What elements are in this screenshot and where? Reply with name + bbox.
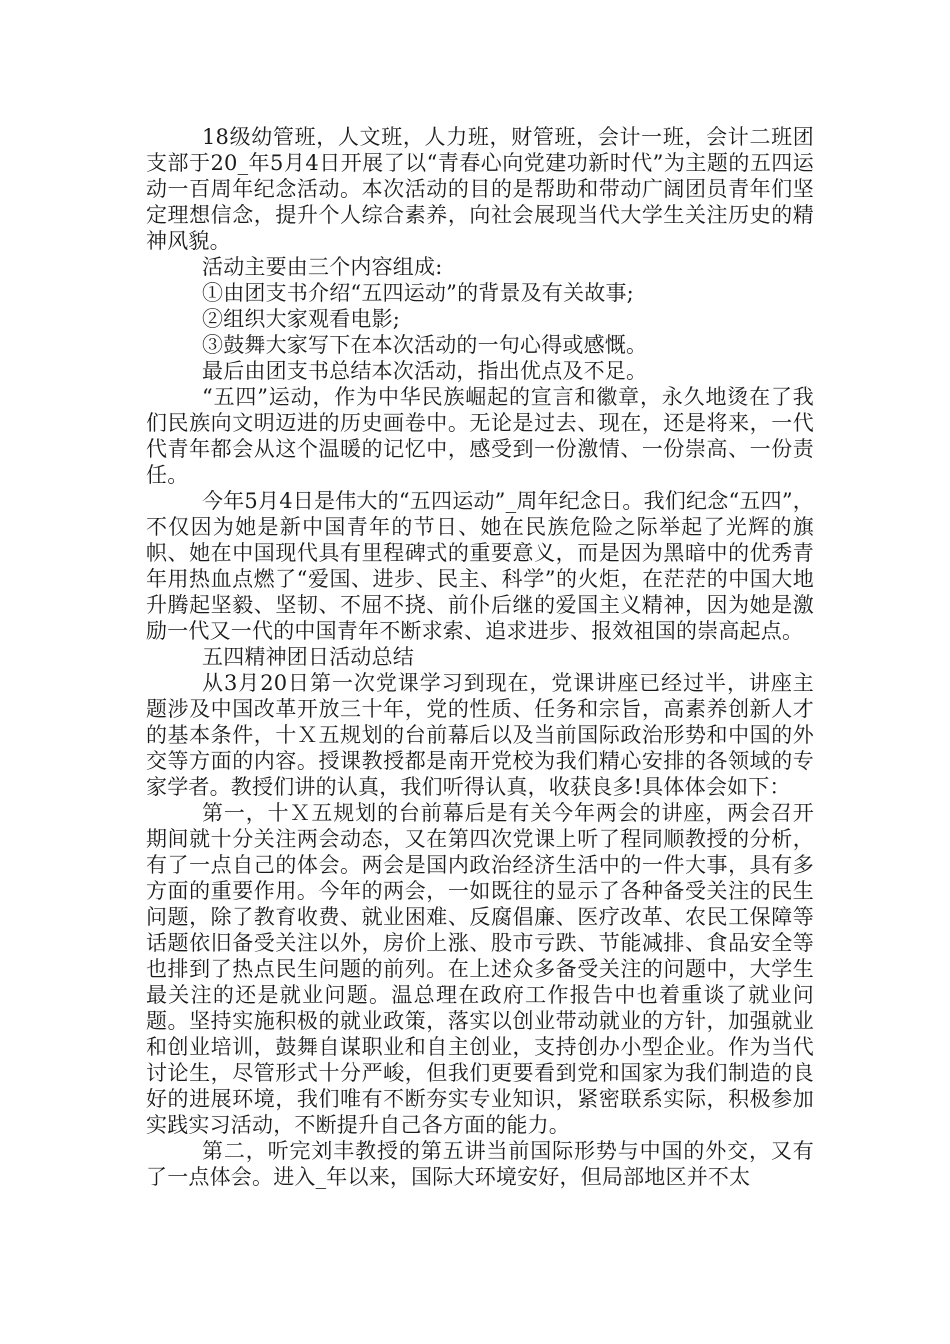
paragraph-may-fourth-meaning: “五四”运动，作为中华民族崛起的宣言和徽章，永久地烫在了我们民族向文明迈进的历史画卷中。无论是过去、现在，还是将来，一代代青年都会从这个温暖的记忆中，感受到一份激情、一份崇高、一份责任。 xyxy=(146,385,814,487)
paragraph-section-title: 五四精神团日活动总结 xyxy=(202,645,414,669)
paragraph-second-point: 第二，听完刘丰教授的第五讲当前国际形势与中国的外交，又有了一点体会。进入_年以来，国际大环境安好，但局部地区并不太 xyxy=(146,1139,814,1189)
document-body xyxy=(146,124,814,1190)
paragraph-item-1: ①由团支书介绍“五四运动”的背景及有关故事; xyxy=(202,281,634,305)
paragraph-item-3: ③鼓舞大家写下在本次活动的一句心得或感慨。 xyxy=(202,333,648,357)
paragraph-first-point: 第一，十Ｘ五规划的台前幕后是有关今年两会的讲座，两会召开期间就十分关注两会动态，又在第四次党课上听了程同顺教授的分析，有了一点自己的体会。两会是国内政治经济生活中的一件大事，具有多方面的重要作用。今年的两会，一如既往的显示了各种备受关注的民生问题，除了教育收费、就业困难、反腐倡廉、医疗改革、农民工保障等话题依旧备受关注以外，房价上涨、股市亏跌、节能减排、食品安全等也排到了热点民生问题的前列。在上述众多备受关注的问题中，大学生最关注的还是就业问题。温总理在政府工作报告中也着重谈了就业问题。坚持实施积极的就业政策，落实以创业带动就业的方针，加强就业和创业培训，鼓舞自谋职业和自主创业，支持创办小型企业。作为当代讨论生，尽管形式十分严峻，但我们更要看到党和国家为我们制造的良好的进展环境，我们唯有不断夯实专业知识，紧密联系实际，积极参加实践实习活动，不断提升自己各方面的能力。 xyxy=(146,801,814,1137)
paragraph-anniversary: 今年5月4日是伟大的“五四运动”_周年纪念日。我们纪念“五四”，不仅因为她是新中国青年的节日、她在民族危险之际举起了光辉的旗帜、她在中国现代具有里程碑式的重要意义，而是因为黑暗中的优秀青年用热血点燃了“爱国、进步、民主、科学”的火炬，在茫茫的中国大地升腾起坚毅、坚韧、不屈不挠、前仆后继的爱国主义精神，因为她是激励一代又一代的中国青年不断求索、追求进步、报效祖国的崇高起点。 xyxy=(146,489,814,643)
paragraph-content-heading: 活动主要由三个内容组成: xyxy=(202,255,443,279)
paragraph-party-lecture: 从3月20日第一次党课学习到现在，党课讲座已经过半，讲座主题涉及中国改革开放三十年，党的性质、任务和宗旨，高素养创新人才的基本条件，十Ｘ五规划的台前幕后以及当前国际政治形势和中国的外交等方面的内容。授课教授都是南开党校为我们精心安排的各领域的专家学者。教授们讲的认真，我们听得认真，收获良多!具体体会如下： xyxy=(146,671,814,799)
paragraph-item-2: ②组织大家观看电影; xyxy=(202,307,401,331)
paragraph-summary-note: 最后由团支书总结本次活动，指出优点及不足。 xyxy=(202,359,648,383)
paragraph-activity-intro: 18级幼管班，人文班，人力班，财管班，会计一班，会计二班团支部于20_年5月4日开展了以“青春心向党建功新时代”为主题的五四运动一百周年纪念活动。本次活动的目的是帮助和带动广阔团员青年们坚定理想信念，提升个人综合素养，向社会展现当代大学生关注历史的精神风貌。 xyxy=(146,125,814,253)
